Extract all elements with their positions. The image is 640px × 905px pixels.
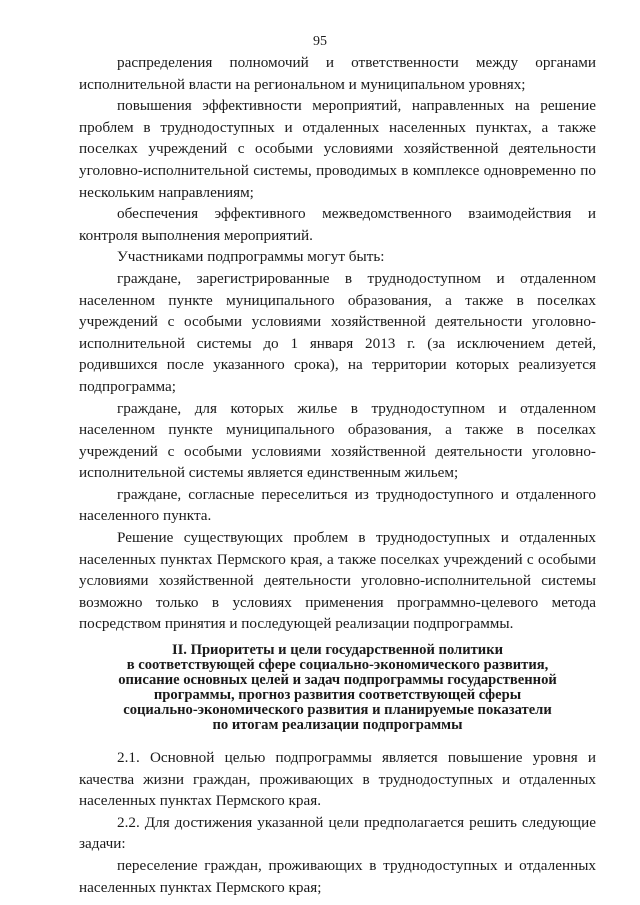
heading-line: по итогам реализации подпрограммы [212,717,463,734]
paragraph: обеспечения эффективного межведомственного взаимодействия и контроля выполнения мероприятий. [79,205,596,244]
paragraph: Участниками подпрограммы могут быть: [117,248,385,266]
paragraph: 2.2. Для достижения указанной цели предполагается решить следующие задачи: [79,813,596,853]
section-heading [79,643,596,733]
heading-line: описание основных целей и задач подпрограммы государственной [118,672,557,689]
paragraph: повышения эффективности мероприятий, направленных на решение проблем в труднодоступных и отдаленных населенных пунктах, а также поселках учреждений с особыми условиями хозяйственной деятельности уголовно-исполнительной системы, проводимых в комплексе одновременно по нескольким направлениям; [79,97,596,201]
page-number: 95 [313,34,327,49]
heading-line: в соответствующей сфере социально-экономического развития, [126,657,549,674]
paragraph: граждане, для которых жилье в труднодоступном и отдаленном населенном пункте муниципального образования, а также в поселках учреждений с особыми условиями хозяйственной деятельности уголовно-исполнительной системы является единственным жильем; [79,399,596,482]
document-body [79,52,596,898]
paragraph: переселение граждан, проживающих в труднодоступных и отдаленных населенных пунктах Пермского края; [79,857,596,896]
heading-line: социально-экономического развития и планируемые показатели [123,702,552,719]
heading-line: программы, прогноз развития соответствующей сферы [153,687,522,704]
paragraph: граждане, зарегистрированные в труднодоступном и отдаленном населенном пункте муниципального образования, а также в поселках учреждений с особыми условиями хозяйственной деятельности уголовно-исполнительной системы до 1 января 2013 г. (за исключением детей, родившихся после указанного срока), на территории которых реализуется подпрограмма; [79,269,596,395]
paragraph: Решение существующих проблем в труднодоступных и отдаленных населенных пунктах Пермского края, а также поселках учреждений с особыми условиями хозяйственной деятельности уголовно-исполнительной системы возможно только в условиях применения программно-целевого метода посредством принятия и последующей реализации подпрограммы. [79,529,596,633]
heading-line: II. Приоритеты и цели государственной политики [171,642,504,659]
paragraph: 2.1. Основной целью подпрограммы является повышение уровня и качества жизни граждан, проживающих в труднодоступных и отдаленных населенных пунктах Пермского края. [79,749,596,810]
paragraph: распределения полномочий и ответственности между органами исполнительной власти на региональном и муниципальном уровнях; [79,54,596,93]
paragraph: граждане, согласные переселиться из труднодоступного и отдаленного населенного пункта. [79,485,596,525]
